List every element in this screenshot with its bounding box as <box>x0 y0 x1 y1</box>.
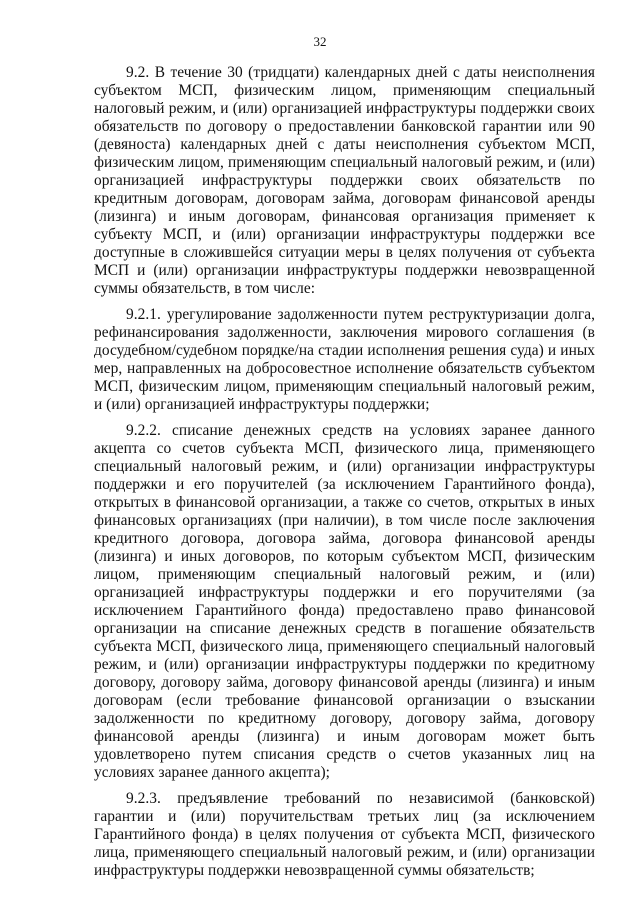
paragraph-9-2-3: 9.2.3. предъявление требований по независимой (банковской) гарантии и (или) поручительствам третьих лиц (за исключением Гарантийного фонда) в целях получения от субъекта МСП, физического лица, применяющего специальный налоговый режим, и (или) организации инфраструктуры поддержки невозвращенной суммы обязательств; <box>94 790 595 879</box>
document-body <box>94 64 595 880</box>
paragraph-9-2-2: 9.2.2. списание денежных средств на условиях заранее данного акцепта со счетов субъекта МСП, физического лица, применяющего специальный налоговый режим, и (или) организации инфраструктуры поддержки и его поручителей (за исключением Гарантийного фонда), открытых в финансовой организации, а также со счетов, открытых в иных финансовых организациях (при наличии), в том числе после заключения кредитного договора, договора займа, договора финансовой аренды (лизинга) и иных договоров, по которым субъектом МСП, физическим лицом, применяющим специальный налоговый режим, и (или) организацией инфраструктуры поддержки и его поручителями (за исключением Гарантийного фонда) предоставлено право финансовой организации на списание денежных средств в погашение обязательств субъекта МСП, физического лица, применяющего специальный налоговый режим, и (или) организации инфраструктуры поддержки по кредитному договору, договору займа, договору финансовой аренды (лизинга) и иным договорам (если требование финансовой организации о взыскании задолженности по кредитному договору, договору займа, договору финансовой аренды (лизинга) и иным договорам может быть удовлетворено путем списания средств о счетов указанных лиц на условиях заранее данного акцепта); <box>94 422 595 781</box>
paragraph-9-2-1: 9.2.1. урегулирование задолженности путем реструктуризации долга, рефинансирования задолженности, заключения мирового соглашения (в досудебном/судебном порядке/на стадии исполнения решения суда) и иных мер, направленных на добросовестное исполнение обязательств субъектом МСП, физическим лицом, применяющим специальный налоговый режим, и (или) организацией инфраструктуры поддержки; <box>94 306 595 413</box>
paragraph-9-2: 9.2. В течение 30 (тридцати) календарных дней с даты неисполнения субъектом МСП, физическим лицом, применяющим специальный налоговый режим, и (или) организацией инфраструктуры поддержки своих обязательств по договору о предоставлении банковской гарантии или 90 (девяноста) календарных дней с даты неисполнения субъектом МСП, физическим лицом, применяющим специальный налоговый режим, и (или) организацией инфраструктуры поддержки своих обязательств по кредитным договорам, договорам займа, договорам финансовой аренды (лизинга) и иным договорам, финансовая организация применяет к субъекту МСП, и (или) организации инфраструктуры поддержки все доступные в сложившейся ситуации меры в целях получения от субъекта МСП и (или) организации инфраструктуры поддержки невозвращенной суммы обязательств, в том числе: <box>94 64 595 297</box>
page-number: 32 <box>313 34 327 49</box>
